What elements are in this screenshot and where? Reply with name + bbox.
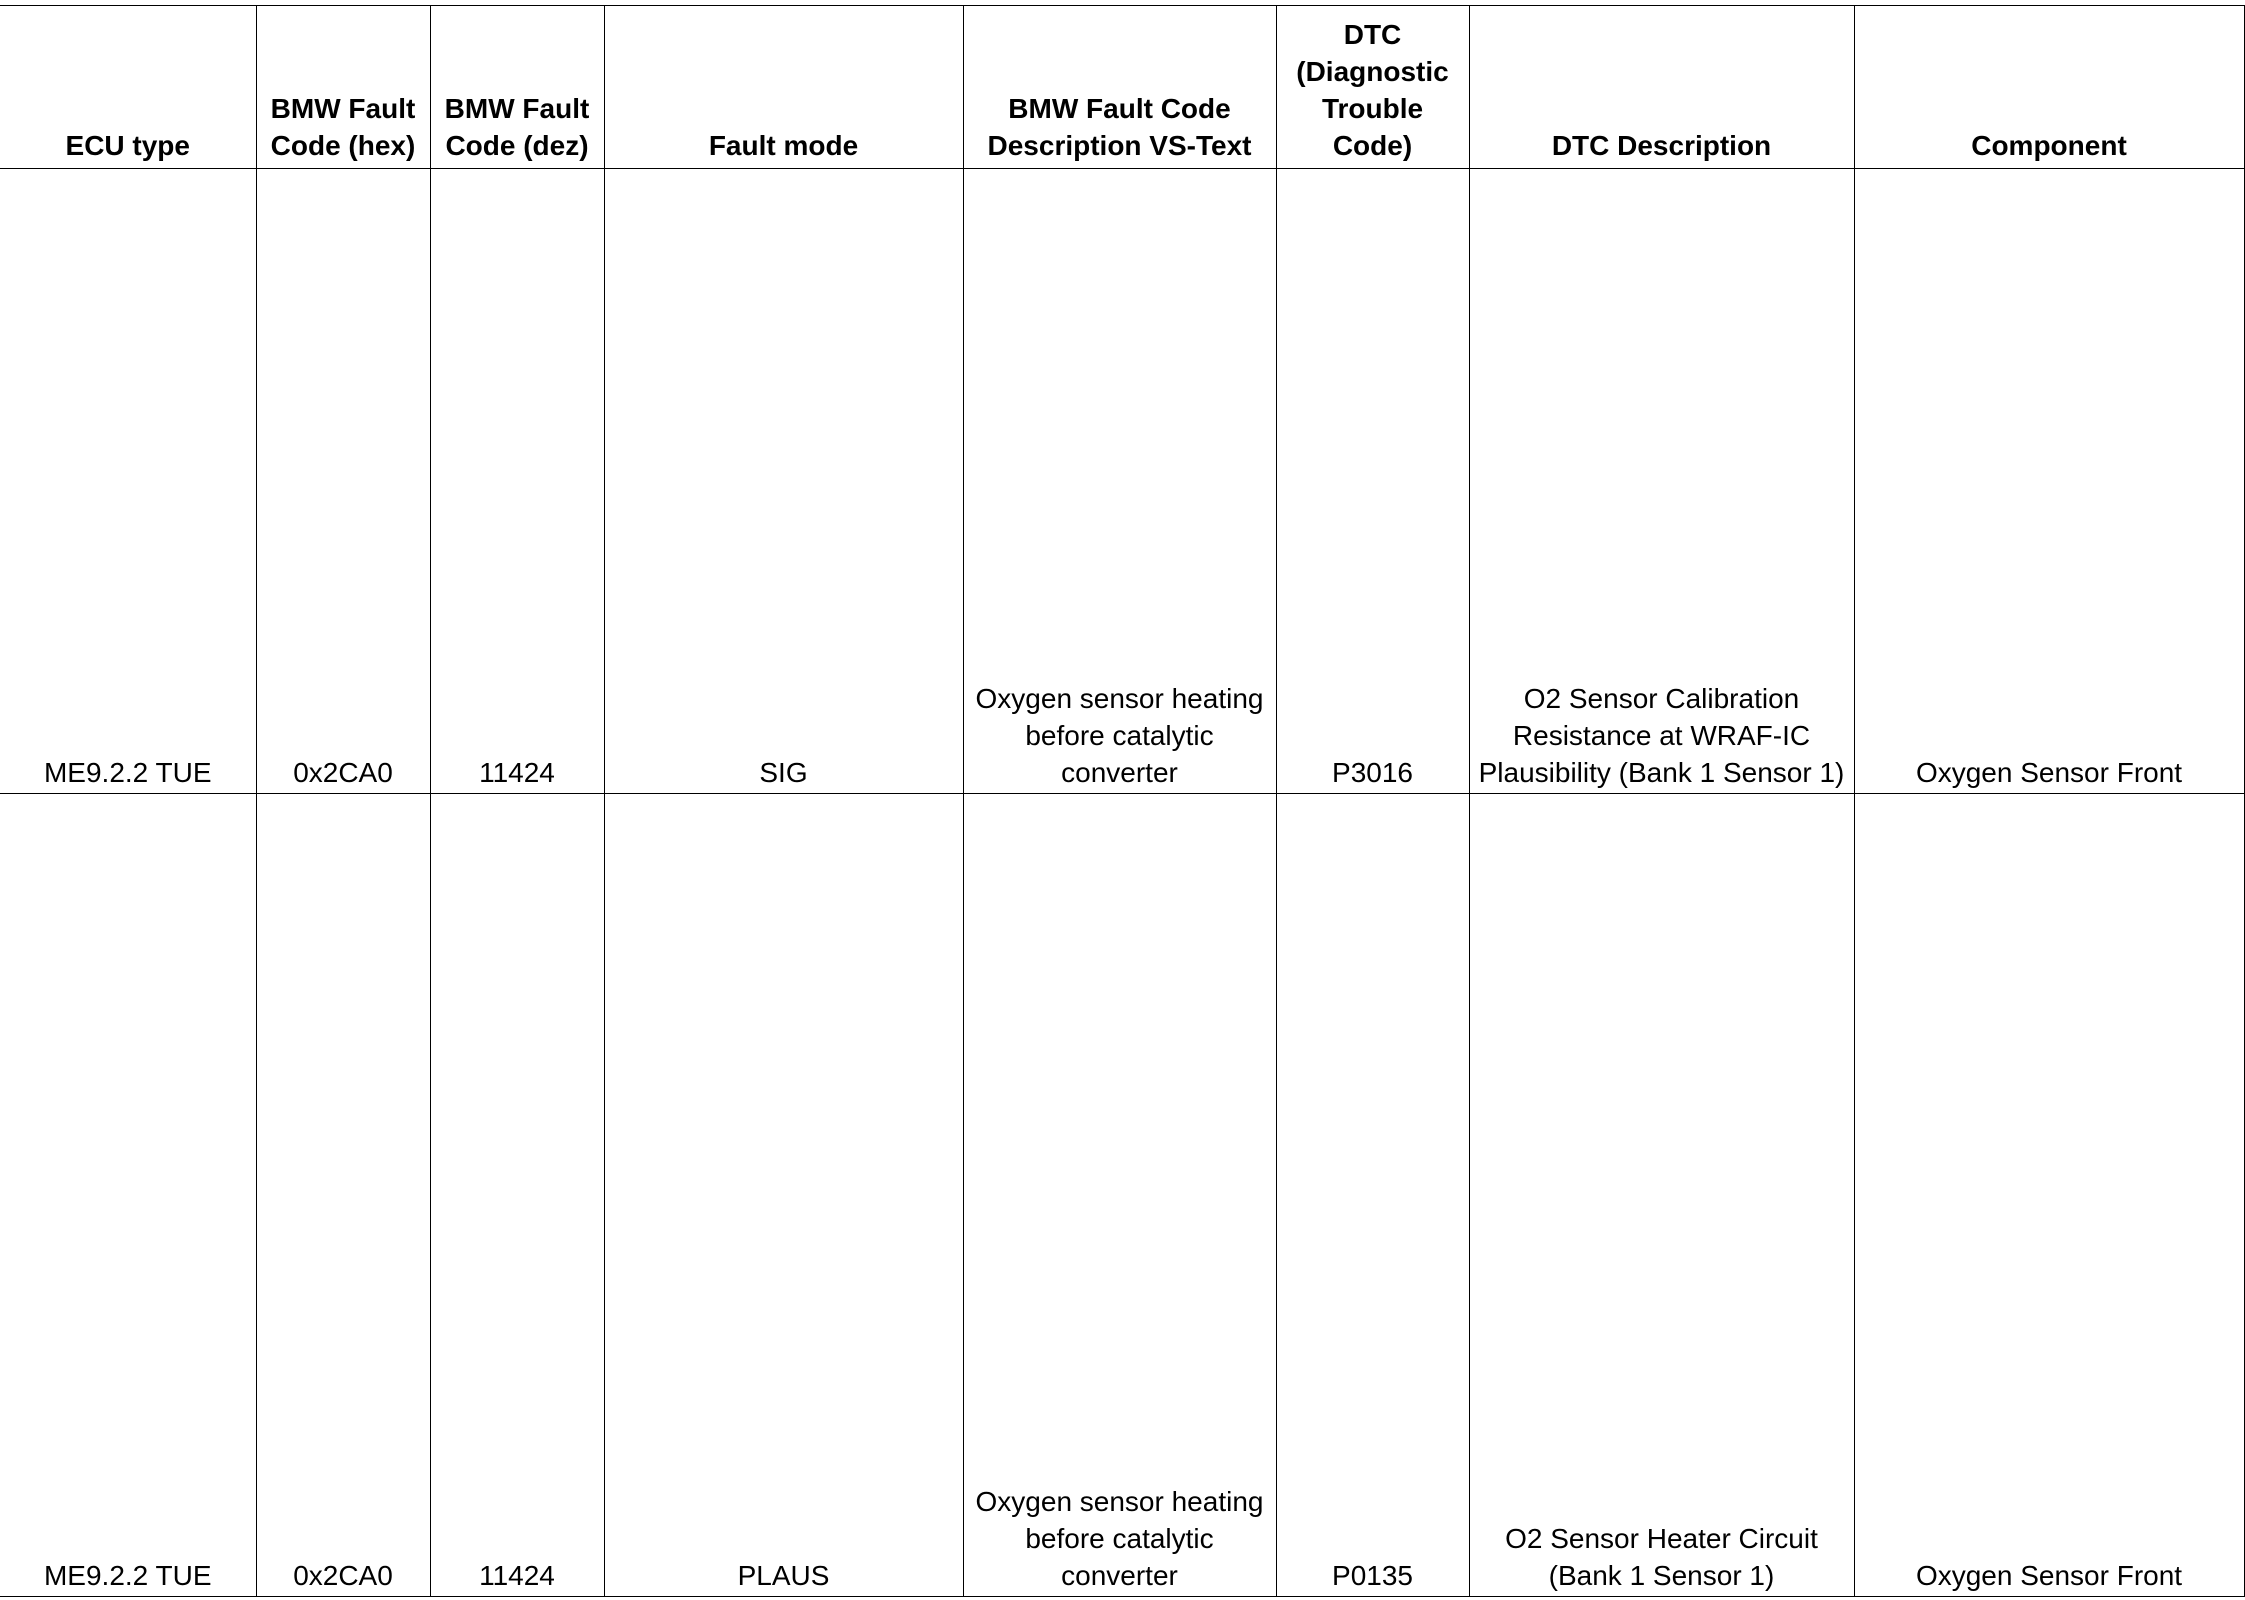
cell-fault-code-hex[interactable]: 0x2CA0 [256,169,430,794]
header-dtc[interactable]: DTC (Diagnostic Trouble Code) [1276,6,1469,169]
cell-fault-code-description[interactable]: Oxygen sensor heating before catalytic converter [963,169,1276,794]
cell-fault-code-description[interactable]: Oxygen sensor heating before catalytic converter [963,794,1276,1597]
header-dtc-description[interactable]: DTC Description [1469,6,1854,169]
table-row [0,169,2244,794]
cell-dtc[interactable]: P0135 [1276,794,1469,1597]
cell-component[interactable]: Oxygen Sensor Front [1854,794,2244,1597]
cell-fault-code-dez[interactable]: 11424 [430,794,604,1597]
fault-code-table [0,5,2245,1597]
cell-dtc-description[interactable]: O2 Sensor Heater Circuit (Bank 1 Sensor 1) [1469,794,1854,1597]
table-row [0,794,2244,1597]
header-fault-mode[interactable]: Fault mode [604,6,963,169]
cell-dtc[interactable]: P3016 [1276,169,1469,794]
header-ecu-type[interactable]: ECU type [0,6,256,169]
header-fault-code-description[interactable]: BMW Fault Code Description VS-Text [963,6,1276,169]
cell-component[interactable]: Oxygen Sensor Front [1854,169,2244,794]
cell-fault-code-hex[interactable]: 0x2CA0 [256,794,430,1597]
header-fault-code-dez[interactable]: BMW Fault Code (dez) [430,6,604,169]
cell-ecu-type[interactable]: ME9.2.2 TUE [0,169,256,794]
cell-fault-code-dez[interactable]: 11424 [430,169,604,794]
cell-ecu-type[interactable]: ME9.2.2 TUE [0,794,256,1597]
header-fault-code-hex[interactable]: BMW Fault Code (hex) [256,6,430,169]
cell-fault-mode[interactable]: SIG [604,169,963,794]
cell-fault-mode[interactable]: PLAUS [604,794,963,1597]
cell-dtc-description[interactable]: O2 Sensor Calibration Resistance at WRAF-IC Plausibility (Bank 1 Sensor 1) [1469,169,1854,794]
header-component[interactable]: Component [1854,6,2244,169]
header-row [0,6,2244,169]
